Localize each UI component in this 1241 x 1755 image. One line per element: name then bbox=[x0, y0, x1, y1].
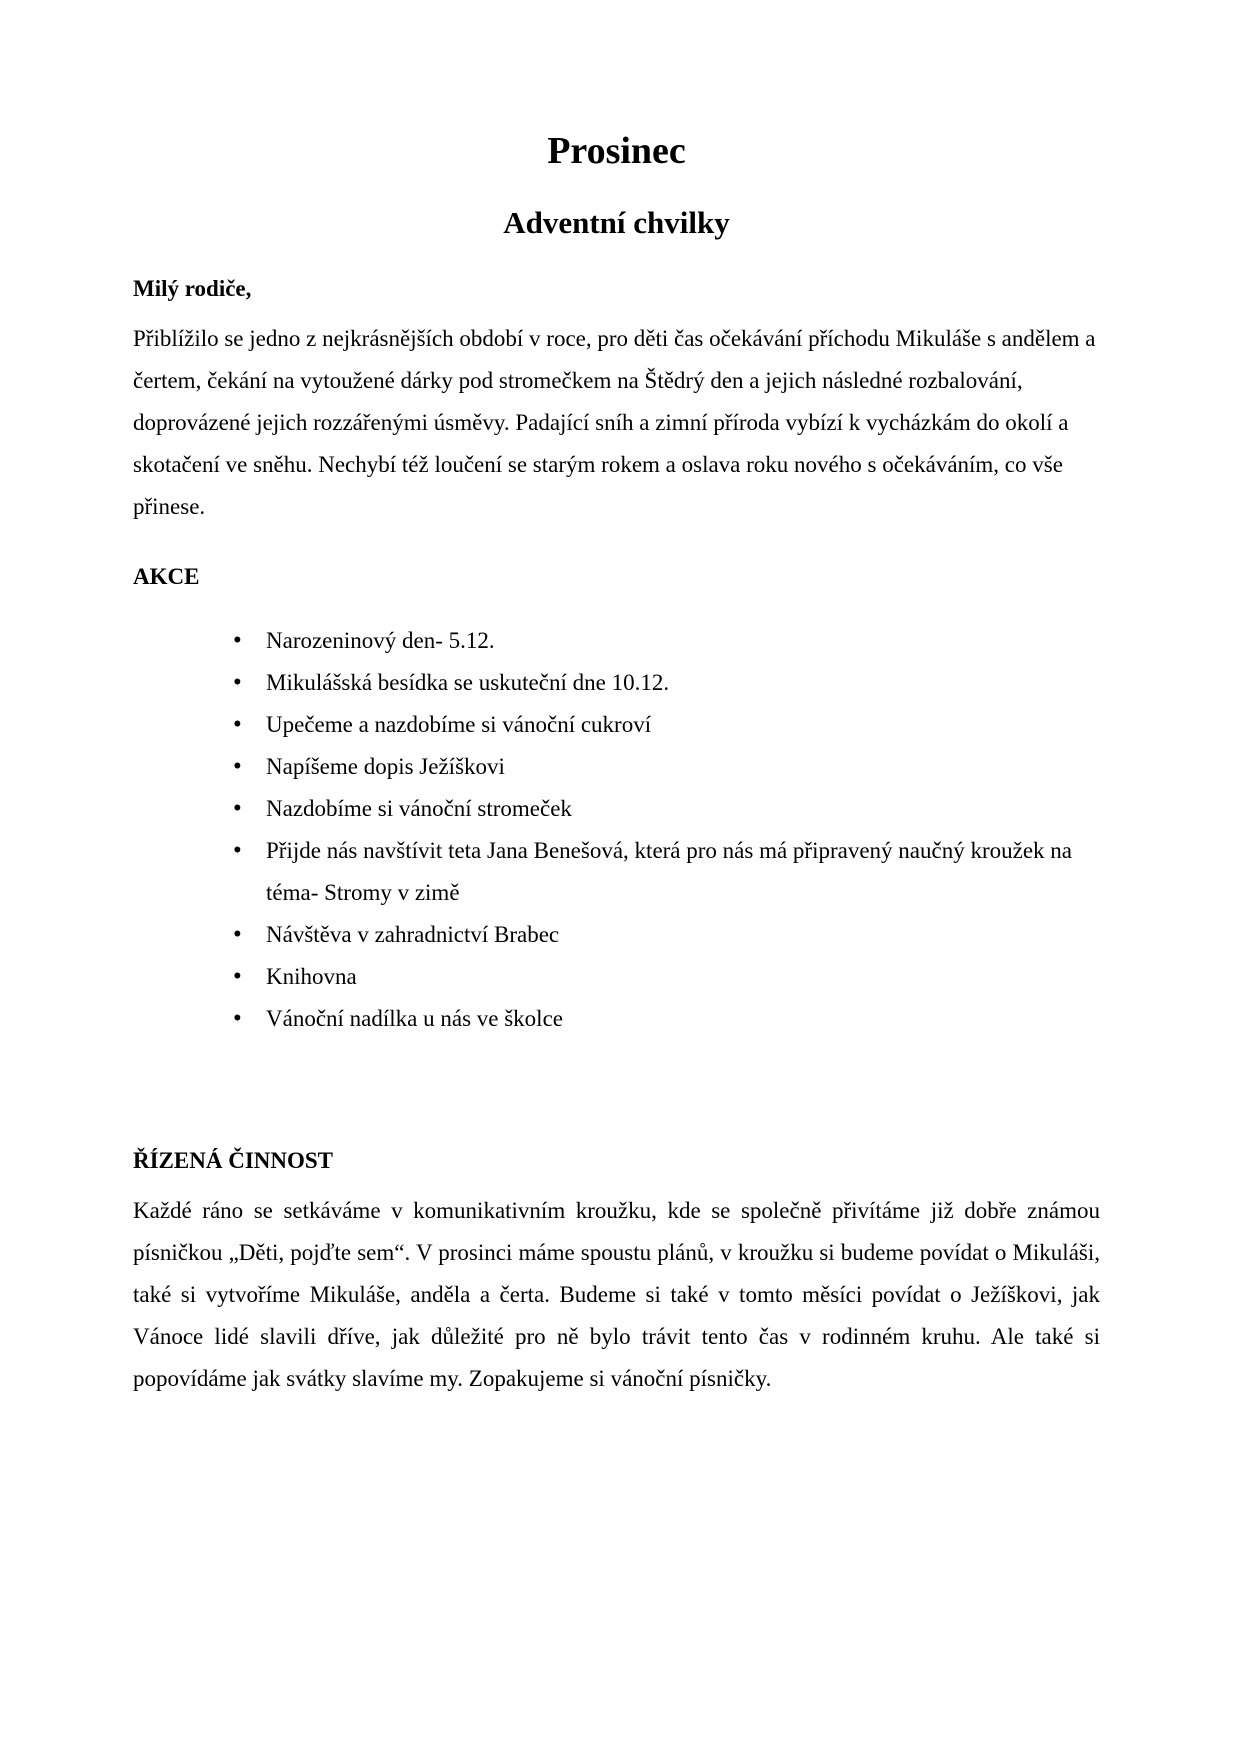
intro-paragraph: Přiblížilo se jedno z nejkrásnějších období v roce, pro děti čas očekávání příchodu Mikuláše s andělem a čertem, čekání na vytoužené dárky pod stromečkem na Štědrý den a jejich následné rozbalování, doprovázené jejich rozzářenými úsměvy. Padající sníh a zimní příroda vybízí k vycházkám do okolí a skotačení ve sněhu. Nechybí též loučení se starým rokem a oslava roku nového s očekáváním, co vše přinese. bbox=[133, 326, 1096, 519]
list-item: • Napíšeme dopis Ježíškovi bbox=[233, 746, 1100, 788]
list-item: • Přijde nás navštívit teta Jana Benešová, která pro nás má připravený naučný kroužek na téma- Stromy v zimě bbox=[233, 830, 1100, 914]
list-item: • Upečeme a nazdobíme si vánoční cukroví bbox=[233, 704, 1100, 746]
document-title: Prosinec bbox=[547, 130, 686, 172]
document-subtitle: Adventní chvilky bbox=[503, 205, 730, 240]
section-heading-rizena-cinnost: ŘÍZENÁ ČINNOST bbox=[133, 1148, 334, 1173]
list-item: • Vánoční nadílka u nás ve školce bbox=[233, 998, 1100, 1040]
list-item: • Narozeninový den- 5.12. bbox=[233, 620, 1100, 662]
document-content bbox=[133, 0, 1100, 1400]
list-item: • Nazdobíme si vánoční stromeček bbox=[233, 788, 1100, 830]
list-item: • Knihovna bbox=[233, 956, 1100, 998]
list-item: • Návštěva v zahradnictví Brabec bbox=[233, 914, 1100, 956]
section-heading-akce: AKCE bbox=[133, 564, 200, 589]
salutation: Milý rodiče, bbox=[133, 276, 252, 301]
list-item: • Mikulášská besídka se uskuteční dne 10.12. bbox=[233, 662, 1100, 704]
rizena-cinnost-paragraph: Každé ráno se setkáváme v komunikativním kroužku, kde se společně přivítáme již dobře známou písničkou „Děti, pojďte sem“. V prosinci máme spoustu plánů, v kroužku si budeme povídat o Mikuláši, také si vytvoříme Mikuláše, anděla a čerta. Budeme si také v tomto měsíci povídat o Ježíškovi, jak Vánoce lidé slavili dříve, jak důležité pro ně bylo trávit tento čas v rodinném kruhu. Ale také si popovídáme jak svátky slavíme my. Zopakujeme si vánoční písničky. bbox=[133, 1198, 1100, 1391]
akce-bullet-list bbox=[233, 620, 1100, 1040]
